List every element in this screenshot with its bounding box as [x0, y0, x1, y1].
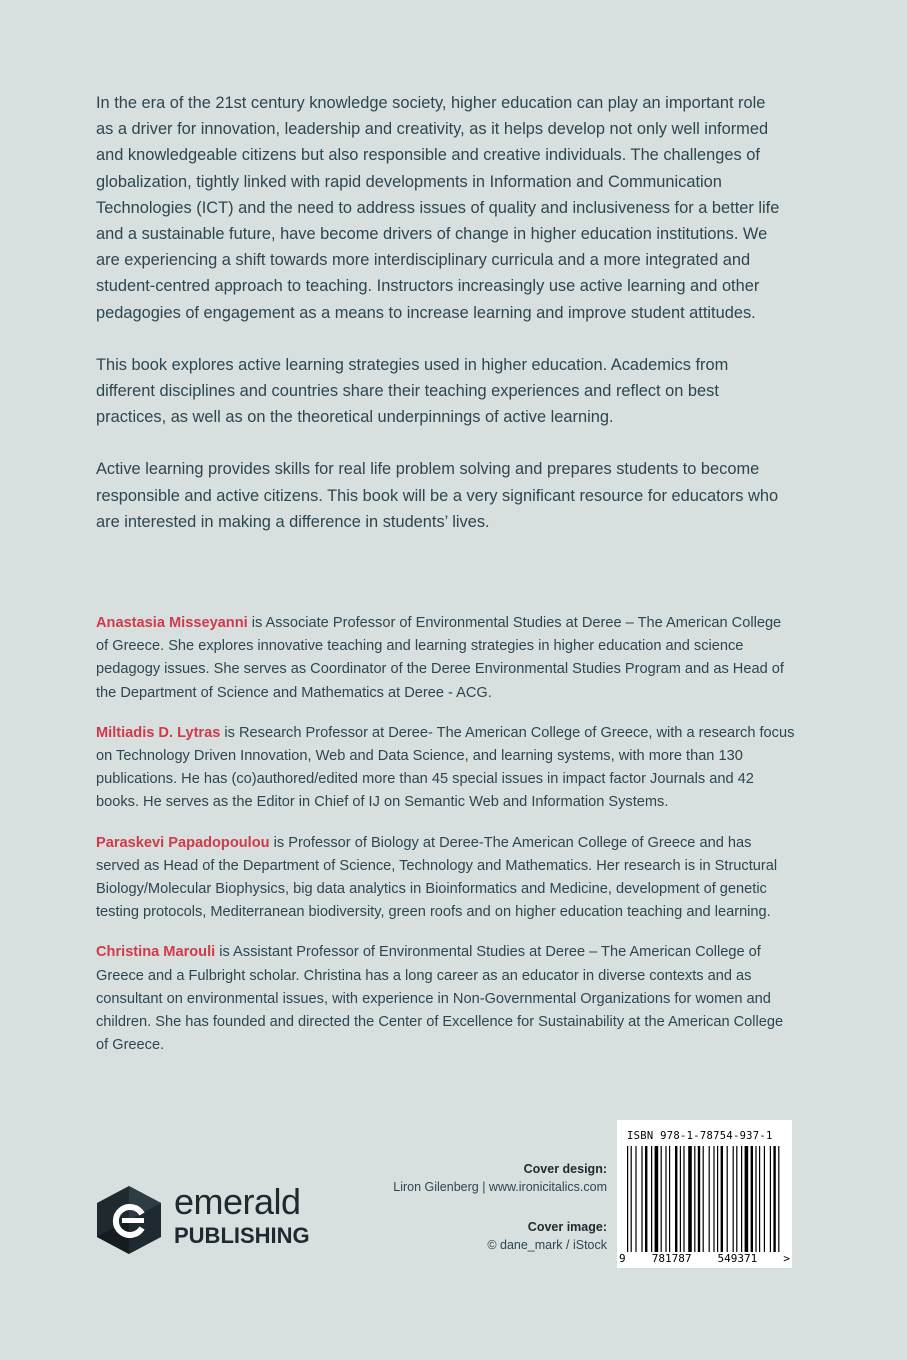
barcode-digit-group: >: [783, 1252, 790, 1265]
barcode-digits: [619, 1252, 790, 1265]
barcode-digit-group: 549371: [717, 1252, 758, 1265]
cover-credits: [347, 1160, 607, 1254]
emerald-hexagon-icon: [94, 1184, 164, 1256]
publisher-subtitle: PUBLISHING: [174, 1223, 310, 1248]
author-bio-text: is Professor of Biology at Deree-The American College of Greece and has served as Head of the Department of Science, Technology and Mathematics. Her research is in Structural Biology/Molecular Biophysics, big data analytics in Bioinformatics and Medicine, development of genetic testing protocols, Mediterranean biodiversity, green roofs and on higher education teaching and learning.: [96, 834, 778, 921]
author-bio: [96, 722, 796, 815]
isbn-label: ISBN 978-1-78754-937-1: [627, 1130, 773, 1142]
cover-design-title: Cover design:: [523, 1162, 607, 1176]
author-bio-text: is Research Professor at Deree- The American College of Greece, with a research focus on Technology Driven Innovation, Web and Data Science, and learning systems, with more than 130 publications. He has (co)authored/edited more than 45 special issues in impact factor Journals and 42 books. He serves as the Editor in Chief of IJ on Semantic Web and Information Systems.: [96, 724, 795, 811]
description-paragraph-1: In the era of the 21st century knowledge society, higher education can play an important role as a driver for innovation, leadership and creativity, as it helps develop not only well informed and knowledgeable citizens but also responsible and creative individuals. The challenges of globalization, tightly linked with rapid developments in Information and Communication Technologies (ICT) and the need to address issues of quality and inclusiveness for a better life and a sustainable future, have become drivers of change in higher education institutions. We are experiencing a shift towards more interdisciplinary curricula and a more integrated and student-centred approach to teaching. Instructors increasingly use active learning and other pedagogies of engagement as a means to increase learning and improve student attitudes.: [96, 94, 780, 322]
cover-design-credit: Liron Gilenberg | www.ironicitalics.com: [393, 1180, 607, 1194]
isbn-barcode-box: [617, 1120, 792, 1268]
cover-image-credit: © dane_mark / iStock: [487, 1238, 607, 1252]
author-bio-text: is Associate Professor of Environmental Studies at Deree – The American College of Greece. She explores innovative teaching and learning strategies in higher education and science pedagogy issues. She serves as Coordinator of the Deree Environmental Studies Program and as Head of the Department of Science and Mathematics at Deree - ACG.: [96, 615, 784, 701]
author-name: Miltiadis D. Lytras: [96, 724, 221, 741]
author-bio: [96, 832, 796, 925]
author-name: Christina Marouli: [96, 944, 216, 961]
cover-image-title: Cover image:: [527, 1220, 607, 1234]
publisher-logo: [94, 1181, 344, 1256]
description-paragraph-2: This book explores active learning strategies used in higher education. Academics from different disciplines and countries share their teaching experiences and reflect on best practices, as well as on the theoretical underpinnings of active learning.: [96, 355, 729, 427]
author-bio-text: is Assistant Professor of Environmental Studies at Deree – The American College of Greece and a Fulbright scholar. Christina has a long career as an educator in diverse contexts and as consultant on environmental issues, with experience in Non-Governmental Organizations for women and children. She has founded and directed the Center of Excellence for Sustainability at the American College of Greece.: [96, 944, 784, 1054]
author-name: Anastasia Misseyanni: [96, 615, 248, 631]
author-name: Paraskevi Papadopoulou: [96, 834, 270, 851]
barcode-digit-group: 781787: [651, 1252, 692, 1265]
description-paragraph-3: Active learning provides skills for real life problem solving and prepares students to become responsible and active citizens. This book will be a very significant resource for educators who are interested in making a difference in students’ lives.: [96, 460, 779, 531]
book-description: [96, 90, 786, 561]
publisher-wordmark: emerald: [174, 1181, 301, 1222]
barcode-icon: [623, 1146, 786, 1252]
author-bio: [96, 612, 796, 705]
barcode-digit-group: 9: [619, 1252, 626, 1265]
author-bios: [96, 612, 796, 1074]
author-bio: [96, 941, 796, 1057]
